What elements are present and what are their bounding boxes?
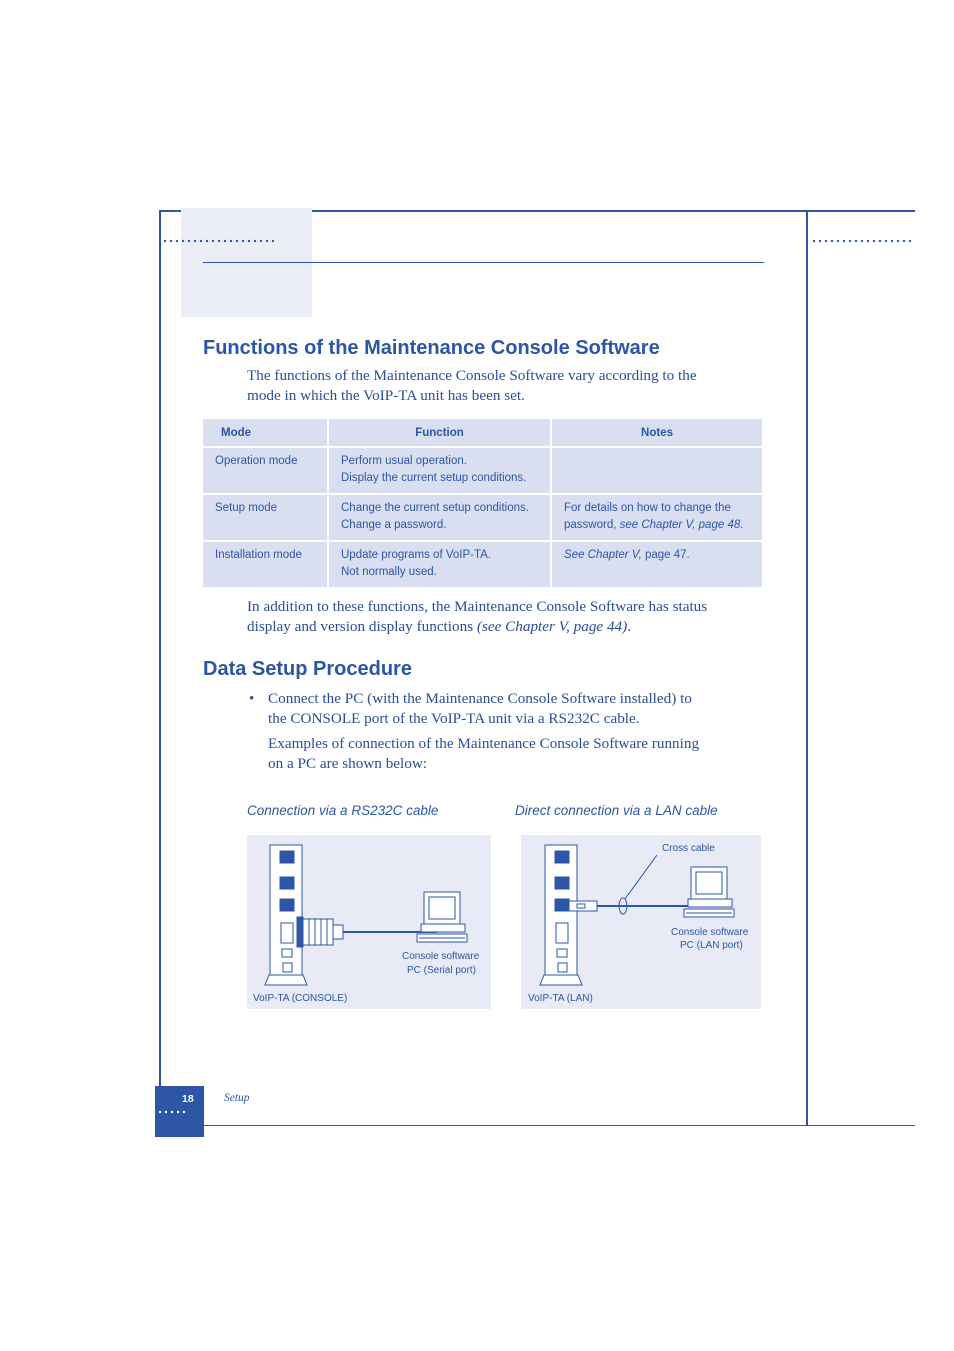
pc-computer-icon [684,867,734,917]
examples-line2: on a PC are shown below: [268,755,428,772]
frame-left-line [159,210,161,1086]
table-row [203,542,762,587]
modes-table [201,417,764,589]
table-row [203,448,762,493]
table-cell-notes [552,495,762,540]
section-heading-data-setup: Data Setup Procedure [203,658,412,680]
additional-functions-paragraph [247,597,767,637]
voip-ta-device-icon [540,845,582,985]
pc-label-line2: PC (LAN port) [680,940,743,951]
notes-crossref: See Chapter V, [564,549,642,561]
additional-crossref: (see Chapter V, page 44) [476,618,628,635]
footer-rule [203,1125,915,1126]
functions-intro-line2: mode in which the VoIP-TA unit has been set. [247,387,525,404]
table-cell-mode: Installation mode [203,542,327,587]
page-number: 18 [182,1093,194,1105]
serial-connector-icon [297,917,343,947]
notes-line [564,517,750,534]
notes-text: . [740,519,744,531]
function-line: Perform usual operation. [341,455,467,467]
examples-line1: Examples of connection of the Maintenance Console Software running [268,735,700,752]
notes-text: page 47. [641,549,690,561]
bullet-paragraph [268,689,768,729]
function-line: Update programs of VoIP-TA. [341,549,491,561]
pc-label-line1: Console software [671,927,749,938]
table-cell-function [329,542,550,587]
figure-caption-lan: Direct connection via a LAN cable [515,803,718,818]
table-cell-mode: Setup mode [203,495,327,540]
lan-plug-icon [569,901,597,911]
additional-text: . [627,618,631,635]
bullet-line1: Connect the PC (with the Maintenance Console Software installed) to [268,690,692,707]
voip-ta-device-icon [265,845,307,985]
device-label: VoIP-TA (LAN) [528,993,593,1004]
function-line: Change the current setup conditions. [341,502,529,514]
table-cell-notes [552,448,762,493]
table-cell-mode: Operation mode [203,448,327,493]
table-cell-function [329,448,550,493]
frame-top-line [312,210,915,212]
additional-line2 [247,617,767,637]
page-number-dots [157,1110,187,1114]
cable-callout-line [625,855,657,899]
table-header-mode: Mode [203,419,327,446]
footer-section-name: Setup [224,1092,250,1104]
table-header-row [203,419,762,446]
notes-line [564,547,750,564]
figure-rs232c-connection [247,835,491,1009]
bullet-line2: the CONSOLE port of the VoIP-TA unit via a RS232C cable. [268,710,640,727]
functions-intro [247,366,767,406]
bullet-marker: • [249,690,255,707]
function-line: Display the current setup conditions. [341,472,527,484]
frame-right-line [806,210,808,1125]
header-dots-right [811,239,915,243]
frame-top-left-tick [159,210,181,212]
figure-lan-connection [521,835,761,1009]
table-header-function: Function [329,419,550,446]
pc-computer-icon [417,892,467,942]
functions-intro-line1: The functions of the Maintenance Console Software vary according to the [247,367,697,384]
notes-line: For details on how to change the [564,502,731,514]
device-label: VoIP-TA (CONSOLE) [253,993,348,1004]
table-cell-function [329,495,550,540]
function-line: Change a password. [341,519,447,531]
table-row [203,495,762,540]
notes-crossref: see Chapter V, page 48 [619,519,741,531]
notes-text: password, [564,519,620,531]
lan-diagram [521,835,761,1009]
table-cell-notes [552,542,762,587]
examples-paragraph [268,734,768,774]
figure-caption-rs232c: Connection via a RS232C cable [247,803,439,818]
additional-text: display and version display functions [247,618,477,635]
function-line: Not normally used. [341,566,437,578]
pc-label-line1: Console software [402,951,480,962]
table-header-notes: Notes [552,419,762,446]
rs232c-diagram [247,835,491,1009]
header-dots-left [162,239,274,243]
additional-line1: In addition to these functions, the Maintenance Console Software has status [247,598,708,615]
cable-label: Cross cable [662,843,715,854]
pc-label-line2: PC (Serial port) [407,965,476,976]
header-rule [203,262,764,263]
section-heading-functions: Functions of the Maintenance Console Software [203,337,660,359]
